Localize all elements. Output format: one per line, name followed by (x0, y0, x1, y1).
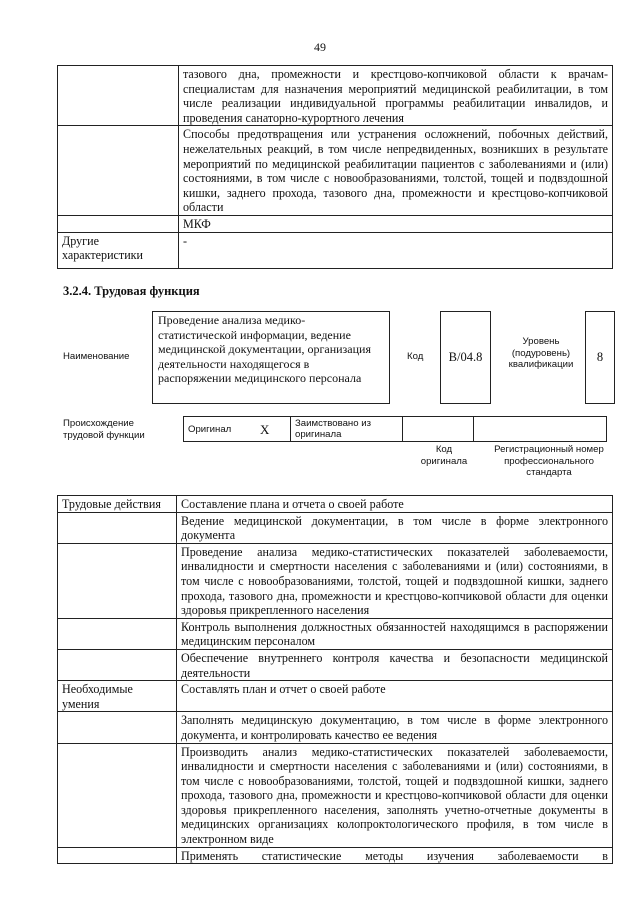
top-table-row-3: МКФ (179, 215, 613, 232)
level-value: 8 (596, 350, 604, 364)
borrowed-label: Заимствовано из оригинала (291, 417, 403, 442)
level-box (585, 311, 615, 404)
code-box (440, 311, 491, 404)
action-item: Проведение анализа медико-статистических показателей заболеваемости, инвалидности и смертности населения с заболеваниями и (или) состояниями, в том числе с новообразованиями, толстой, тощей и подвздошной кишки, заднего прохода, тазового дна, промежности и крестцово-копчиковой области для оценки здоровья прикрепленного населения (177, 543, 613, 618)
action-item: Составление плана и отчета о своей работе (177, 496, 613, 513)
skill-item: Составлять план и отчет о своей работе (177, 681, 613, 712)
origin-table (183, 416, 607, 442)
action-item: Ведение медицинской документации, в том числе в форме электронного документа (177, 512, 613, 543)
level-label: Уровень (подуровень) квалификации (508, 336, 574, 370)
top-table (57, 65, 613, 269)
original-label: Оригинал (184, 417, 257, 442)
section-title: 3.2.4. Трудовая функция (63, 284, 200, 298)
code-value: B/04.8 (448, 350, 483, 364)
other-characteristics-label: Другие характеристики (58, 232, 179, 268)
reg-number-cell (474, 417, 607, 442)
top-table-row-1: тазового дна, промежности и крестцово-копчиковой области к врачам-специалистам для назначения мероприятий медицинской реабилитации, в том числе реализации индивидуальной программы реабилитации инвалидов, и проведения санаторно-курортного лечения (179, 66, 613, 126)
skills-label: Необходимые умения (58, 681, 177, 712)
original-mark: X (256, 417, 291, 442)
function-name-box (152, 311, 390, 404)
name-label: Наименование (63, 351, 130, 362)
function-name-value: Проведение анализа медико-статистической информации, ведение медицинской документации, организация деятельности находящегося в распоряжении медицинского персонала (158, 313, 371, 386)
code-label: Код (407, 351, 424, 362)
original-code-label: Код оригинала (420, 444, 468, 467)
reg-number-label: Регистрационный номер профессионального стандарта (494, 444, 604, 478)
skill-item: Применять статистические методы изучения заболеваемости в (177, 847, 613, 864)
action-item: Обеспечение внутреннего контроля качества и безопасности медицинской деятельности (177, 649, 613, 680)
other-characteristics-value: - (179, 232, 613, 268)
actions-label: Трудовые действия (58, 496, 177, 513)
skill-item: Производить анализ медико-статистических показателей заболеваемости, инвалидности и смертности населения с заболеваниями и (или) состояниями, в том числе с новообразованиями, толстой, тощей и подвздошной кишки, заднего прохода, тазового дна, промежности и крестцово-копчиковой области для оценки здоровья прикрепленного населения, заполнять учетно-отчетные документы в медицинских организациях колопроктологического профиля, в том числе в электронном виде (177, 743, 613, 847)
skill-item: Заполнять медицинскую документацию, в том числе в форме электронного документа, и контролировать качество ее ведения (177, 712, 613, 743)
original-code-cell (403, 417, 474, 442)
main-table (57, 495, 613, 864)
origin-label: Происхождение трудовой функции (63, 418, 145, 441)
action-item: Контроль выполнения должностных обязанностей находящимся в распоряжении медицинским персоналом (177, 618, 613, 649)
page-number: 49 (314, 40, 326, 54)
top-table-empty-cell (58, 66, 179, 126)
top-table-row-2: Способы предотвращения или устранения осложнений, побочных действий, нежелательных реакций, в том числе непредвиденных, возникших в результате мероприятий по медицинской реабилитации пациентов с заболеваниями и (или) состояниями, в том числе с новообразованиями, толстой, тощей и подвздошной кишки, заднего прохода, тазового дна, промежности и крестцово-копчиковой области (179, 126, 613, 216)
